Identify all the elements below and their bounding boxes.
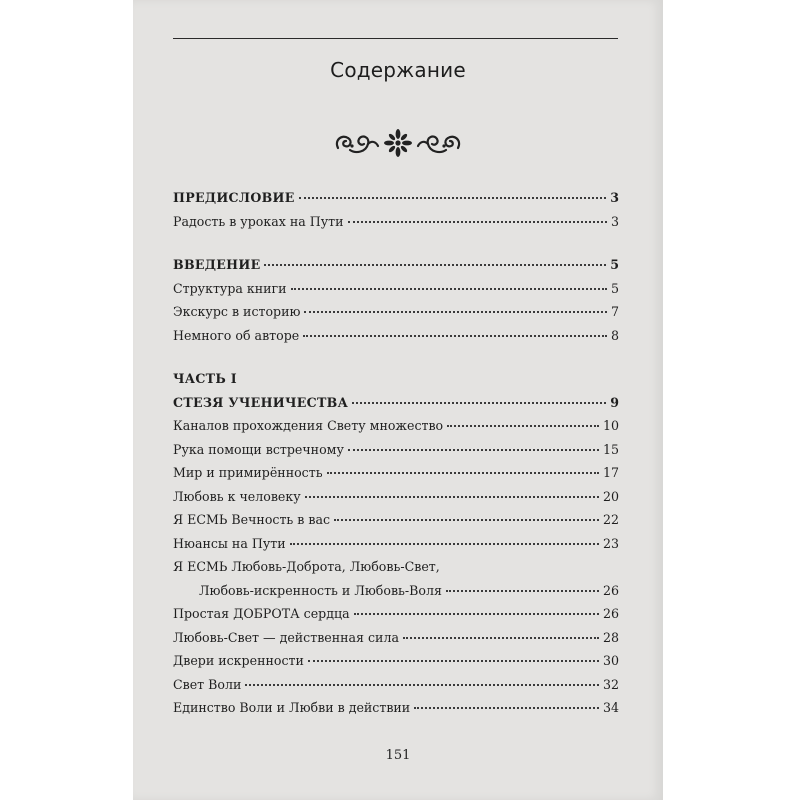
toc-entry-page: 20	[602, 488, 619, 504]
toc-entry	[173, 300, 619, 324]
dot-leader	[352, 401, 606, 404]
dot-leader	[327, 471, 599, 474]
toc-entry-title: Единство Воли и Любви в действии	[173, 700, 411, 715]
dot-leader	[299, 196, 607, 199]
dot-leader	[290, 542, 599, 545]
toc-entry-page: 7	[610, 304, 619, 319]
toc-entry-title: Рука помощи встречному	[173, 441, 344, 457]
table-of-contents	[173, 186, 619, 720]
toc-entry-title: Радость в уроках на Пути	[173, 213, 344, 229]
toc-entry-page: 23	[602, 535, 619, 551]
toc-entry-title: Нюансы на Пути	[173, 535, 286, 551]
toc-entry-title: ПРЕДИСЛОВИЕ	[173, 190, 295, 205]
dot-leader	[354, 612, 599, 615]
toc-entry	[173, 253, 619, 277]
toc-entry-page: 15	[602, 441, 619, 457]
toc-entry	[173, 555, 619, 579]
floral-divider-icon	[133, 126, 663, 160]
dot-leader	[304, 310, 607, 313]
dot-leader	[305, 495, 599, 498]
toc-entry-page: 3	[610, 190, 619, 205]
toc-entry-page: 9	[610, 394, 619, 410]
toc-entry	[173, 696, 619, 720]
toc-entry-title: Любовь-искренность и Любовь-Воля	[199, 582, 442, 598]
toc-entry	[173, 461, 619, 485]
dot-leader	[348, 448, 599, 451]
toc-entry	[173, 438, 619, 462]
dot-leader	[245, 683, 599, 686]
toc-entry-page: 10	[602, 418, 619, 433]
dot-leader	[334, 518, 599, 521]
toc-entry-page: 32	[602, 676, 619, 692]
dot-leader	[414, 706, 599, 709]
toc-entry-title: Каналов прохождения Свету множество	[173, 418, 444, 433]
toc-entry-title: Мир и примирённость	[173, 465, 323, 480]
toc-entry-page: 17	[602, 465, 619, 480]
toc-entry-title: СТЕЗЯ УЧЕНИЧЕСТВА	[173, 394, 349, 410]
toc-entry	[173, 367, 619, 391]
toc-entry	[173, 532, 619, 556]
toc-entry-page: 5	[610, 280, 619, 296]
toc-entry-title: Простая ДОБРОТА сердца	[173, 606, 350, 621]
toc-entry	[173, 626, 619, 650]
header-rule	[173, 38, 618, 39]
dot-leader	[291, 287, 607, 290]
toc-entry-title: Структура книги	[173, 280, 287, 296]
toc-entry	[173, 277, 619, 301]
page-number: 151	[385, 748, 411, 763]
toc-entry-title: Немного об авторе	[173, 327, 300, 343]
toc-entry-page: 22	[602, 512, 619, 527]
toc-entry-title: Свет Воли	[173, 676, 242, 692]
toc-entry-title: Я ЕСМЬ Любовь-Доброта, Любовь-Свет,	[173, 559, 440, 574]
toc-entry-page: 28	[602, 629, 619, 645]
dot-leader	[446, 589, 599, 592]
toc-entry-page: 34	[602, 700, 619, 715]
toc-entry-title: Экскурс в историю	[173, 304, 301, 319]
toc-entry-page: 5	[610, 257, 619, 272]
toc-entry-page: 26	[602, 582, 619, 598]
toc-entry-page: 3	[610, 213, 619, 229]
toc-entry	[173, 579, 619, 603]
toc-entry	[173, 324, 619, 348]
toc-entry	[173, 649, 619, 673]
dot-leader	[447, 424, 599, 427]
toc-entry-title: ВВЕДЕНИЕ	[173, 257, 261, 272]
toc-entry-page: 30	[602, 653, 619, 668]
toc-entry	[173, 210, 619, 234]
toc-entry-title: Двери искренности	[173, 653, 304, 668]
dot-leader	[264, 263, 606, 266]
toc-entry	[173, 391, 619, 415]
page-title: Содержание	[330, 58, 466, 82]
toc-entry	[173, 602, 619, 626]
dot-leader	[303, 334, 607, 337]
book-page	[133, 0, 663, 800]
toc-entry	[173, 414, 619, 438]
toc-entry	[173, 186, 619, 210]
toc-entry-page: 26	[602, 606, 619, 621]
dot-leader	[308, 659, 599, 662]
toc-entry	[173, 485, 619, 509]
toc-entry-title: Я ЕСМЬ Вечность в вас	[173, 512, 331, 527]
toc-entry	[173, 673, 619, 697]
toc-entry-page: 8	[610, 327, 619, 343]
dot-leader	[348, 220, 607, 223]
toc-entry-title: Любовь к человеку	[173, 488, 301, 504]
dot-leader	[403, 636, 599, 639]
toc-entry-title: ЧАСТЬ I	[173, 371, 237, 386]
toc-entry	[173, 508, 619, 532]
toc-entry-title: Любовь-Свет — действенная сила	[173, 629, 399, 645]
